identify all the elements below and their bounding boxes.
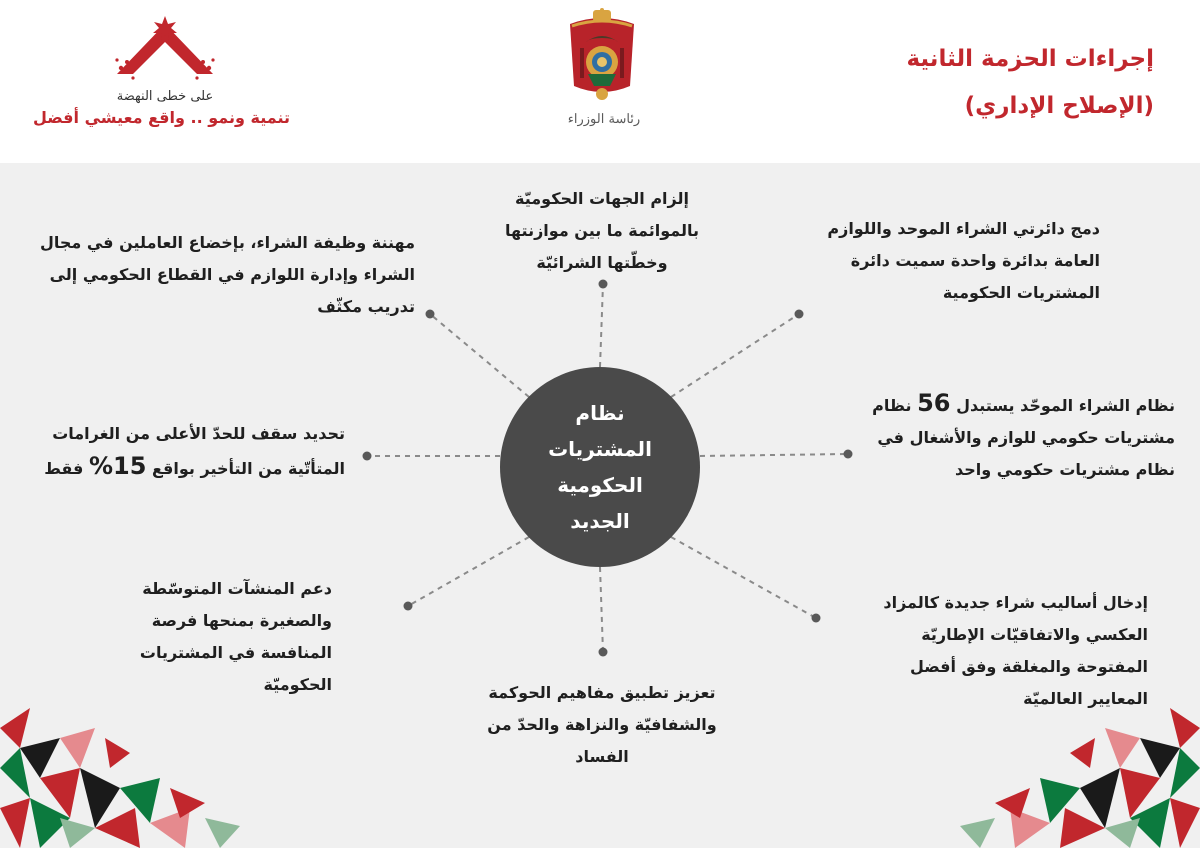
connector-top-right xyxy=(671,314,799,397)
hub-label-line: المشتريات xyxy=(548,437,652,461)
item-text-line: تعزيز تطبيق مفاهيم الحوكمة xyxy=(488,683,716,702)
item-text-line: وخطّتها الشرائيّة xyxy=(536,253,668,272)
connector-dot xyxy=(795,310,804,319)
connector-dot xyxy=(599,648,608,657)
connector-top xyxy=(600,284,603,367)
brand-tagline: تنمية ونمو .. واقع معيشي أفضل xyxy=(33,108,290,127)
item-text-line: المفتوحة والمغلقة وفق أفضل xyxy=(909,657,1148,676)
item-text-part: نظام الشراء الموحّد يستبدل xyxy=(956,396,1175,415)
item-text-line: الفساد xyxy=(575,747,629,766)
item-text-line: مهننة وظيفة الشراء، بإخضاع العاملين في مجال xyxy=(39,233,415,252)
brand-slogan-small: على خطى النهضة xyxy=(116,89,214,104)
connector-bottom xyxy=(600,567,603,652)
connector-dot xyxy=(599,280,608,289)
item-text-line: تحديد سقف للحدّ الأعلى من الغرامات xyxy=(52,424,345,443)
item-text-line: الشراء وإدارة اللوازم في القطاع الحكومي إلى xyxy=(49,265,415,284)
item-text-line: إلزام الجهات الحكوميّة xyxy=(515,189,689,208)
hub-circle xyxy=(500,367,700,567)
item-text-line: إدخال أساليب شراء جديدة كالمزاد xyxy=(883,593,1148,612)
item-bottom-center xyxy=(472,677,732,773)
item-text-part: فقط xyxy=(44,459,84,478)
item-text-part: المتأتّية من التأخير بواقع xyxy=(152,459,345,478)
connector-dot xyxy=(404,602,413,611)
hub-label-line: نظام xyxy=(575,401,625,425)
item-text-line: دعم المنشآت المتوسّطة xyxy=(142,579,332,598)
connector-top-left xyxy=(430,314,529,397)
item-text-line: مشتريات حكومي للوازم والأشغال في xyxy=(877,428,1175,447)
item-bottom-right xyxy=(820,587,1148,715)
item-text-line xyxy=(40,450,345,485)
item-text-line: نظام مشتريات حكومي واحد xyxy=(955,460,1175,479)
item-text-line: والصغيرة بمنحها فرصة xyxy=(151,611,332,630)
hub-label-line: الحكومية xyxy=(557,473,643,497)
connector-dot xyxy=(426,310,435,319)
item-text-line: تدريب مكثّف xyxy=(317,297,415,316)
page-title: إجراءات الحزمة الثانية xyxy=(906,46,1154,72)
item-text-line xyxy=(850,387,1175,422)
item-top-right xyxy=(790,213,1100,309)
item-text-line: والشفافيّة والنزاهة والحدّ من xyxy=(487,715,717,734)
connector-dot xyxy=(363,452,372,461)
page-subtitle: (الإصلاح الإداري) xyxy=(964,93,1154,119)
connector-right xyxy=(700,454,848,456)
item-text-line: بالموائمة ما بين موازنتها xyxy=(504,221,699,240)
connector-bottom-left xyxy=(408,537,529,606)
item-text-line: المشتريات الحكومية xyxy=(942,283,1100,302)
item-right-middle xyxy=(850,387,1175,486)
hub-label-line: الجديد xyxy=(570,509,630,533)
item-text-line: المعايير العالميّة xyxy=(1023,689,1148,708)
item-top-center xyxy=(482,183,722,279)
item-bottom-left xyxy=(110,573,332,701)
item-text-line: العكسي والاتفاقيّات الإطاريّة xyxy=(921,625,1148,644)
emblem-caption: رئاسة الوزراء xyxy=(567,112,641,127)
connector-bottom-right xyxy=(671,537,816,618)
item-number: 15% xyxy=(88,452,147,480)
item-top-left xyxy=(20,227,415,323)
item-text-line: دمج دائرتي الشراء الموحد واللوازم xyxy=(827,219,1100,238)
item-text-line: الحكوميّة xyxy=(263,675,332,694)
item-text-part: نظام xyxy=(872,396,912,415)
item-number: 56 xyxy=(917,389,951,417)
item-left-middle xyxy=(40,418,345,485)
item-text-line: المنافسة في المشتريات xyxy=(139,643,332,662)
item-text-line: العامة بدائرة واحدة سميت دائرة xyxy=(850,251,1100,270)
